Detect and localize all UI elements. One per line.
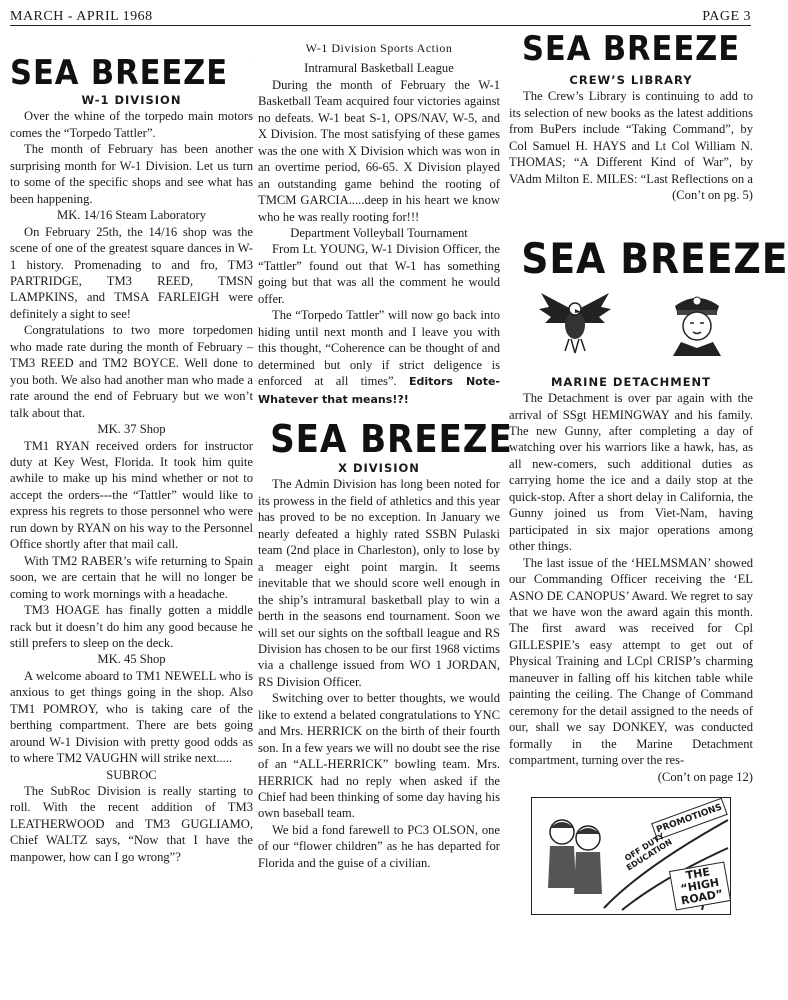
para-x-1: The Admin Division has long been noted for its prowess in the field of athletics and this year has proved to be no exception. In January we nearly defeated a highly rated SSBN Pulaski team (2nd place in Charleston), only to lose by a meager eight point margin. It seems inevitable that we should score well enough in the ship’s intramural basketball play to win a berth in the seasons end tournament. Soon we will set our sights on the softball league and RS Division has chosen to be our first 1968 victims via a challenge issued from WO 1 JORDAN, RS Division Officer. — [258, 477, 500, 689]
issue-date: MARCH - APRIL 1968 — [10, 9, 153, 24]
para-mk45: A welcome aboard to TM1 NEWELL who is anxious to get things going in the shop. Also TM1 POMROY, who is taking care of the berthing compartment. There are bets going around W-1 Division with pretty good odds as to where TM2 VAUGHN will strike next..... — [10, 668, 253, 766]
para-volleyball: From Lt. YOUNG, W-1 Division Officer, the “Tattler” found out that W-1 has something going but that was all the comment he would offer. — [258, 242, 500, 306]
marine-officer-icon — [667, 288, 727, 356]
sign-promotions: PROMOTIONS — [651, 798, 728, 841]
column-1 — [10, 30, 253, 865]
para-library: The Crew’s Library is continuing to add to its selection of new books as the latest additions from BuPers include “Taking Command”, by Col Samuel H. HAYS and Lt Col William N. THOMAS; “A Different Kind of War”, by VAdm Milton E. MILES: “Last Reflections on a — [509, 89, 753, 186]
page-number: PAGE 3 — [702, 9, 751, 24]
heading-basketball-league: Intramural Basketball League — [304, 61, 454, 76]
para-hiding — [258, 307, 500, 408]
heading-volleyball: Department Volleyball Tournament — [290, 225, 468, 240]
section-w1-division: W-1 DIVISION — [81, 93, 182, 107]
para-mk37: TM1 RYAN received orders for instructor duty at Key West, Florida. It took him quite awhile to make up his mind whether or not to accept the orders---the “Tattler” would like to express his regrets to those personnel who were run down by RYAN on his way to the Personnel Office shortly after that mail call. — [10, 438, 253, 552]
para-marine-1: The Detachment is over par again with the arrival of SSgt HEMINGWAY and his family. The new Gunny, after completing a day of watching over his warriors like a hawk, has, as all new-comers, such additional duties as carrying home the ice and a daily stop at the quick-stop. After a short delay in California, the Gunny joined us from Viet-Nam, having participated in six major operations among other things. — [509, 391, 753, 554]
column-2 — [258, 40, 513, 871]
section-marine-detachment: MARINE DETACHMENT — [550, 374, 712, 389]
sign-off-duty-education: OFF DUTY EDUCATION — [623, 831, 674, 873]
masthead-sea-breeze-x: SEA BREEZE — [270, 416, 513, 461]
para-x-2: Switching over to better thoughts, we would like to extend a belated congratulations to YNC and Mrs. HERRICK on the birth of their fourth son. In a few years we will no doubt see the rise of an “ALL-HERRICK” bowling team. Mrs. HERRICK had no reply when asked if the Chief had been thinking of some day having his own baseball team. — [258, 691, 501, 821]
high-road-cartoon — [531, 797, 731, 915]
para-congrats: Congratulations to two more torpedomen who made rate during the month of February – TM3 REED and TM2 BOYCE. Well done to you both. We also had another man who made a rate around the end of February but we won’t talk about that. — [10, 323, 253, 420]
column-3 — [509, 29, 788, 915]
section-crews-library: CREW’S LIBRARY — [569, 73, 693, 87]
para-raber: With TM2 RABER’s wife returning to Spain soon, we are certain that he will no longer be coming to work mornings with a headache. — [10, 553, 253, 601]
heading-mk45: MK. 45 Shop — [97, 652, 166, 667]
heading-mk37: MK. 37 Shop — [97, 422, 166, 437]
heading-sports-action: W-1 Division Sports Action — [305, 41, 453, 55]
para-hoage: TM3 HOAGE has finally gotten a middle rack but it doesn’t do him any good because he still prefers to sleep on the deck. — [10, 603, 253, 650]
continued-marine: (Con’t on page 12) — [657, 769, 753, 784]
heading-subroc: SUBROC — [106, 767, 157, 782]
editors-note: Editors Note- Whatever that means!?! — [258, 375, 500, 406]
para-mk1416: On February 25th, the 14/16 shop was the scene of one of the greatest square dances in W-1 history. Promenading to and fro, TM3 PARTRIDGE, TM3 REED, TMSN LAMPKINS, and TMSA FARLEIGH were definitely a sight to see! — [10, 224, 253, 321]
masthead-sea-breeze-marine: SEA BREEZE — [521, 233, 788, 283]
masthead-sea-breeze-library: SEA BREEZE — [521, 29, 741, 69]
w1-intro-1: Over the whine of the torpedo main motors comes the “Torpedo Tattler”. — [10, 109, 253, 140]
hula-dancer-icon — [252, 30, 253, 90]
para-subroc: The SubRoc Division is really starting to roll. With the recent addition of TM3 LEATHERWOOD and TM3 GUGLIAMO, Chief WALTZ says, “Now that I have the manpower, how can I go wrong”? — [10, 784, 253, 864]
w1-intro-2: The month of February has been another surprising month for W-1 Division. Let us turn to some of the specific shops and see what has been happening. — [10, 142, 253, 206]
continued-library: (Con’t on pg. 5) — [672, 188, 753, 203]
para-marine-2: The last issue of the ‘HELMSMAN’ showed our Commanding Officer receiving the ‘EL ASNO DE CANOPUS’ Award. We regret to say that we have won the award again this month. The first award was received for Cpl GILLESPIE’s easy attempt to get out of Physical Training and LCpl CRISP’s charming maneuver in falling off his kitchen table while painting the ceiling. The Change of Command ceremony for the detail assigned to the needs of our, shall we say DONKEY, was conducted formally in the Marine Detachment compartment, turning over the res- — [509, 555, 753, 768]
hiding-text: The “Torpedo Tattler” will now go back into hiding until next month and I leave you with this thought, “Coherence can be thought of and determined but only if strict deligence is enforced at all times”. — [258, 308, 500, 389]
masthead-sea-breeze: SEA BREEZE — [10, 53, 229, 93]
heading-mk1416: MK. 14/16 Steam Laboratory — [57, 208, 206, 223]
eagle-icon — [535, 289, 615, 355]
page-header — [10, 6, 751, 26]
section-x-division: X DIVISION — [338, 460, 420, 475]
sign-high-road: THE “HIGH ROAD” — [669, 861, 731, 910]
para-x-3: We bid a fond farewell to PC3 OLSON, one of our “flower children” as he has departed for Florida and the guise of a civilian. — [258, 822, 500, 870]
para-basketball: During the month of February the W-1 Basketball Team acquired four victories against no defeats. W-1 beat S-1, OPS/NAV, W-5, and X Division. The most satisfying of these games was the one with X Division which was won in an overtime period, 66-65. X Division played an outstanding game behind the rooting of TMCM GARCIA.....deep in his heart we know who he was really rooting for!!! — [258, 77, 500, 224]
